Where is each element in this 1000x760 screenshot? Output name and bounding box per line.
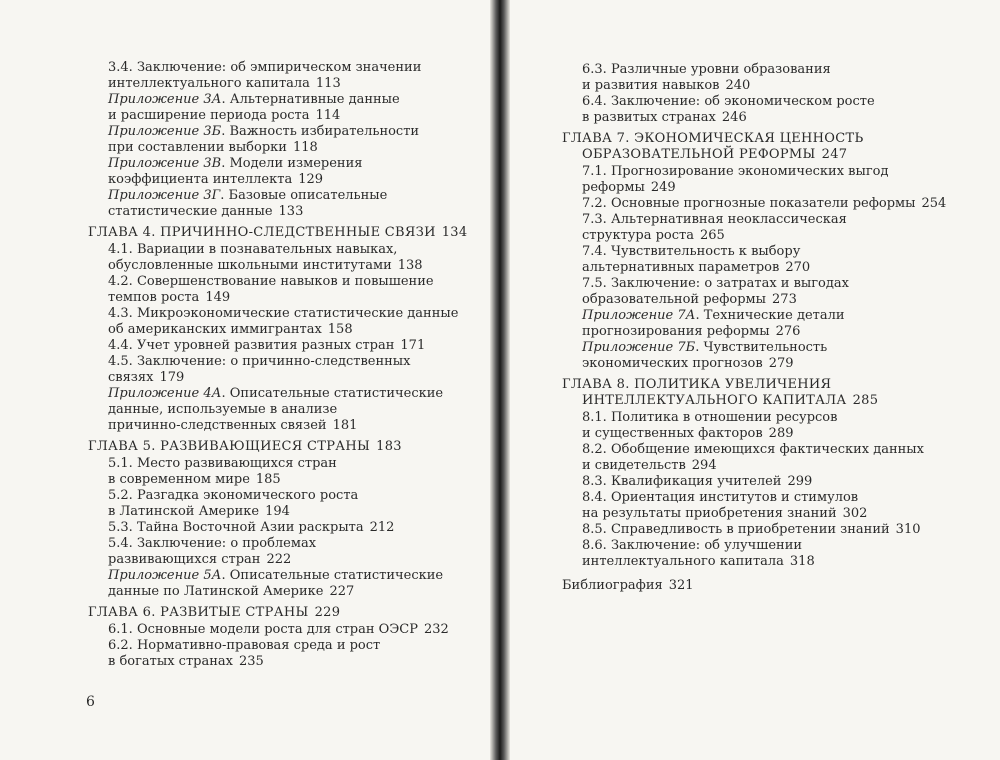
toc-line — [108, 140, 483, 156]
toc-entry — [108, 488, 483, 520]
toc-left-column — [88, 60, 483, 670]
toc-text: образовательной реформы — [582, 292, 767, 307]
toc-text: 7.3. Альтернативная неоклассическая — [582, 212, 847, 227]
page-ref: 212 — [369, 520, 395, 535]
toc-text: . Базовые описательные — [220, 188, 388, 203]
toc-entry — [108, 306, 483, 338]
toc-line — [562, 578, 694, 593]
page-ref: 194 — [265, 504, 290, 519]
toc-text: . Альтернативные данные — [221, 92, 400, 107]
toc-text: в богатых странах — [108, 654, 233, 669]
toc-line — [582, 474, 957, 490]
toc-text: 4.3. Микроэкономические статистические данные — [108, 306, 459, 321]
toc-line — [88, 605, 483, 621]
toc-line — [582, 260, 957, 276]
page-ref: 276 — [775, 324, 801, 339]
page-ref: 299 — [787, 474, 813, 489]
page-ref: 171 — [400, 338, 426, 353]
toc-text: и развития навыков — [582, 78, 720, 93]
toc-line — [582, 554, 957, 570]
toc-line — [582, 78, 957, 94]
toc-line — [108, 472, 483, 488]
toc-text: развивающихся стран — [108, 552, 261, 567]
toc-text: интеллектуального капитала — [108, 76, 310, 91]
toc-appendix — [582, 340, 957, 372]
toc-text: в Латинской Америке — [108, 504, 260, 519]
toc-entry — [582, 538, 957, 570]
appendix-label: Приложение 3А — [108, 92, 222, 107]
toc-line — [108, 76, 483, 92]
toc-line — [108, 402, 483, 418]
toc-line — [582, 340, 957, 356]
page-ref: 133 — [278, 204, 304, 219]
toc-line — [582, 490, 957, 506]
toc-text: 8.2. Обобщение имеющихся фактических данных — [582, 442, 924, 457]
toc-line — [88, 439, 483, 455]
toc-appendix — [108, 92, 483, 124]
toc-text: 7.2. Основные прогнозные показатели реформы — [582, 196, 916, 211]
appendix-label: Приложение 5А — [108, 568, 222, 583]
toc-line — [108, 124, 483, 140]
toc-line — [582, 196, 957, 212]
toc-line — [582, 164, 957, 180]
toc-appendix — [108, 156, 483, 188]
page-ref: 240 — [725, 78, 751, 93]
toc-entry — [582, 164, 957, 196]
toc-line — [108, 488, 483, 504]
page-ref: 279 — [768, 356, 794, 371]
toc-line — [108, 60, 483, 76]
page-ref: 114 — [315, 108, 341, 123]
toc-text: ГЛАВА 7. ЭКОНОМИЧЕСКАЯ ЦЕННОСТЬ — [562, 131, 864, 146]
toc-line — [108, 654, 483, 670]
page-ref: 246 — [721, 110, 747, 125]
toc-line — [108, 520, 483, 536]
toc-text: 4.2. Совершенствование навыков и повышение — [108, 274, 434, 289]
appendix-label: Приложение 3В — [108, 156, 222, 171]
toc-line — [582, 180, 957, 196]
toc-text: альтернативных параметров — [582, 260, 780, 275]
toc-text: статистические данные — [108, 204, 273, 219]
toc-chapter — [88, 605, 483, 621]
page-ref: 129 — [298, 172, 324, 187]
toc-line — [108, 370, 483, 386]
toc-text: темпов роста — [108, 290, 200, 305]
toc-text: в современном мире — [108, 472, 250, 487]
page-ref: 113 — [315, 76, 341, 91]
toc-text: интеллектуального капитала — [582, 554, 784, 569]
toc-right-column — [562, 62, 957, 594]
toc-appendix — [108, 124, 483, 156]
toc-line — [108, 108, 483, 124]
toc-text: 6.2. Нормативно-правовая среда и рост — [108, 638, 381, 653]
toc-line — [582, 442, 957, 458]
page-ref: 158 — [327, 322, 353, 337]
toc-line — [582, 308, 957, 324]
toc-entry — [582, 490, 957, 522]
toc-line — [108, 156, 483, 172]
toc-line — [108, 242, 483, 258]
toc-line — [582, 324, 957, 340]
toc-text: экономических прогнозов — [582, 356, 763, 371]
toc-line — [108, 92, 483, 108]
toc-line — [582, 426, 957, 442]
toc-text: коэффициента интеллекта — [108, 172, 293, 187]
toc-text: 8.5. Справедливость в приобретении знаний — [582, 522, 890, 537]
toc-text: ГЛАВА 6. РАЗВИТЫЕ СТРАНЫ — [88, 605, 309, 620]
toc-entry — [108, 242, 483, 274]
appendix-label: Приложение 4А — [108, 386, 222, 401]
toc-text: . Технические детали — [695, 308, 845, 323]
toc-text: прогнозирования реформы — [582, 324, 770, 339]
toc-line — [582, 410, 957, 426]
toc-entry — [582, 410, 957, 442]
toc-entry — [582, 522, 957, 538]
toc-appendix — [582, 308, 957, 340]
appendix-label: Приложение 3Б — [108, 124, 222, 139]
toc-line — [582, 292, 957, 308]
toc-text: . Описательные статистические — [221, 386, 444, 401]
page-number: 6 — [86, 694, 95, 710]
toc-line — [562, 131, 957, 147]
toc-entry — [108, 536, 483, 568]
toc-text: 4.4. Учет уровней развития разных стран — [108, 338, 395, 353]
toc-line — [108, 536, 483, 552]
toc-chapter — [562, 377, 957, 409]
toc-line — [108, 306, 483, 322]
page-ref: 247 — [821, 147, 848, 162]
toc-text: причинно-следственных связей — [108, 418, 327, 433]
page-ref: 289 — [768, 426, 794, 441]
page-ref: 273 — [772, 292, 797, 307]
toc-chapter — [88, 225, 483, 241]
toc-entry — [582, 94, 957, 126]
toc-text: при составлении выборки — [108, 140, 287, 155]
toc-entry — [108, 638, 483, 670]
toc-line — [582, 228, 957, 244]
page-ref: 302 — [842, 506, 868, 521]
toc-line — [108, 354, 483, 370]
toc-text: ГЛАВА 8. ПОЛИТИКА УВЕЛИЧЕНИЯ — [562, 377, 832, 392]
page-ref: 249 — [650, 180, 676, 195]
toc-line — [108, 386, 483, 402]
toc-appendix — [108, 568, 483, 600]
toc-line — [108, 338, 483, 354]
toc-bibliography — [562, 578, 957, 594]
appendix-label: Приложение 7Б — [582, 340, 696, 355]
toc-line — [108, 622, 483, 638]
toc-line — [108, 204, 483, 220]
toc-entry — [582, 276, 957, 308]
toc-text: 8.4. Ориентация институтов и стимулов — [582, 490, 859, 505]
toc-entry — [582, 474, 957, 490]
toc-line — [108, 290, 483, 306]
toc-text: Библиография — [562, 578, 663, 593]
toc-text: 5.3. Тайна Восточной Азии раскрыта — [108, 520, 364, 535]
toc-text: данные, используемые в анализе — [108, 402, 338, 417]
page-ref: 318 — [789, 554, 815, 569]
page-ref: 294 — [691, 458, 717, 473]
toc-chapter — [562, 131, 957, 163]
toc-text: 8.6. Заключение: об улучшении — [582, 538, 803, 553]
page-ref: 185 — [255, 472, 281, 487]
toc-text: и расширение периода роста — [108, 108, 310, 123]
toc-text: 6.1. Основные модели роста для стран ОЭСР — [108, 622, 418, 637]
toc-entry — [108, 456, 483, 488]
toc-entry — [582, 244, 957, 276]
toc-text: 8.3. Квалификация учителей — [582, 474, 782, 489]
toc-line — [562, 377, 957, 393]
toc-line — [108, 504, 483, 520]
page-ref: 118 — [292, 140, 318, 155]
toc-line — [582, 94, 957, 110]
toc-line — [582, 506, 957, 522]
toc-entry — [108, 622, 483, 638]
toc-line — [108, 456, 483, 472]
page-ref: 181 — [332, 418, 358, 433]
appendix-label: Приложение 3Г — [108, 188, 221, 203]
toc-appendix — [108, 386, 483, 434]
toc-text: 7.1. Прогнозирование экономических выгод — [582, 164, 889, 179]
page-ref: 149 — [205, 290, 231, 305]
toc-text: обусловленные школьными институтами — [108, 258, 392, 273]
toc-text: и свидетельств — [582, 458, 686, 473]
toc-text: 4.1. Вариации в познавательных навыках, — [108, 242, 398, 257]
toc-text: на результаты приобретения знаний — [582, 506, 837, 521]
toc-entry — [582, 196, 957, 212]
toc-line — [582, 110, 957, 126]
page-ref: 138 — [397, 258, 423, 273]
toc-line — [582, 62, 957, 78]
toc-text: . Модели измерения — [221, 156, 363, 171]
toc-line — [88, 225, 483, 241]
toc-text: . Важность избирательности — [221, 124, 420, 139]
toc-appendix — [108, 188, 483, 220]
toc-line — [582, 244, 957, 260]
toc-line — [582, 356, 957, 372]
toc-line — [582, 538, 957, 554]
toc-text: ОБРАЗОВАТЕЛЬНОЙ РЕФОРМЫ — [582, 147, 816, 162]
toc-line — [582, 393, 957, 409]
toc-entry — [582, 442, 957, 474]
toc-entry — [108, 60, 483, 92]
toc-line — [108, 584, 483, 600]
page-ref: 227 — [329, 584, 355, 599]
toc-line — [108, 322, 483, 338]
toc-line — [108, 638, 483, 654]
toc-entry — [582, 212, 957, 244]
page-ref: 134 — [441, 225, 468, 240]
toc-text: ИНТЕЛЛЕКТУАЛЬНОГО КАПИТАЛА — [582, 393, 847, 408]
toc-text: 3.4. Заключение: об эмпирическом значении — [108, 60, 422, 75]
toc-text: и существенных факторов — [582, 426, 763, 441]
appendix-label: Приложение 7А — [582, 308, 696, 323]
toc-text: 5.2. Разгадка экономического роста — [108, 488, 359, 503]
book-spine — [490, 0, 510, 760]
toc-entry — [108, 338, 483, 354]
toc-text: данные по Латинской Америке — [108, 584, 324, 599]
toc-chapter — [88, 439, 483, 455]
page-ref: 310 — [895, 522, 921, 537]
page-ref: 232 — [423, 622, 449, 637]
toc-text: ГЛАВА 5. РАЗВИВАЮЩИЕСЯ СТРАНЫ — [88, 439, 371, 454]
toc-line — [582, 147, 957, 163]
toc-text: 5.1. Место развивающихся стран — [108, 456, 337, 471]
toc-text: 4.5. Заключение: о причинно-следственных — [108, 354, 411, 369]
toc-text: ГЛАВА 4. ПРИЧИННО-СЛЕДСТВЕННЫЕ СВЯЗИ — [88, 225, 436, 240]
page-ref: 321 — [668, 578, 694, 593]
toc-line — [582, 212, 957, 228]
page-ref: 235 — [238, 654, 264, 669]
toc-text: . Описательные статистические — [221, 568, 444, 583]
toc-line — [582, 522, 957, 538]
page-ref: 285 — [852, 393, 879, 408]
toc-line — [108, 172, 483, 188]
toc-line — [108, 568, 483, 584]
toc-text: в развитых странах — [582, 110, 716, 125]
toc-text: 7.4. Чувствительность к выбору — [582, 244, 801, 259]
page-ref: 254 — [921, 196, 947, 211]
toc-text: . Чувствительность — [695, 340, 828, 355]
page-ref: 270 — [785, 260, 811, 275]
page-ref: 265 — [700, 228, 725, 243]
toc-line — [108, 552, 483, 568]
toc-line — [108, 258, 483, 274]
page-ref: 229 — [314, 605, 341, 620]
toc-line — [582, 458, 957, 474]
page-ref: 222 — [266, 552, 292, 567]
toc-text: 7.5. Заключение: о затратах и выгодах — [582, 276, 849, 291]
toc-text: структура роста — [582, 228, 694, 243]
toc-line — [108, 274, 483, 290]
toc-text: об американских иммигрантах — [108, 322, 322, 337]
toc-entry — [108, 520, 483, 536]
toc-line — [108, 188, 483, 204]
page-ref: 183 — [376, 439, 402, 454]
toc-text: реформы — [582, 180, 645, 195]
toc-text: 5.4. Заключение: о проблемах — [108, 536, 317, 551]
toc-text: 8.1. Политика в отношении ресурсов — [582, 410, 838, 425]
toc-line — [108, 418, 483, 434]
toc-line — [582, 276, 957, 292]
toc-entry — [108, 274, 483, 306]
toc-entry — [108, 354, 483, 386]
toc-text: связях — [108, 370, 154, 385]
toc-text: 6.3. Различные уровни образования — [582, 62, 831, 77]
page-ref: 179 — [159, 370, 185, 385]
toc-text: 6.4. Заключение: об экономическом росте — [582, 94, 875, 109]
toc-entry — [582, 62, 957, 94]
